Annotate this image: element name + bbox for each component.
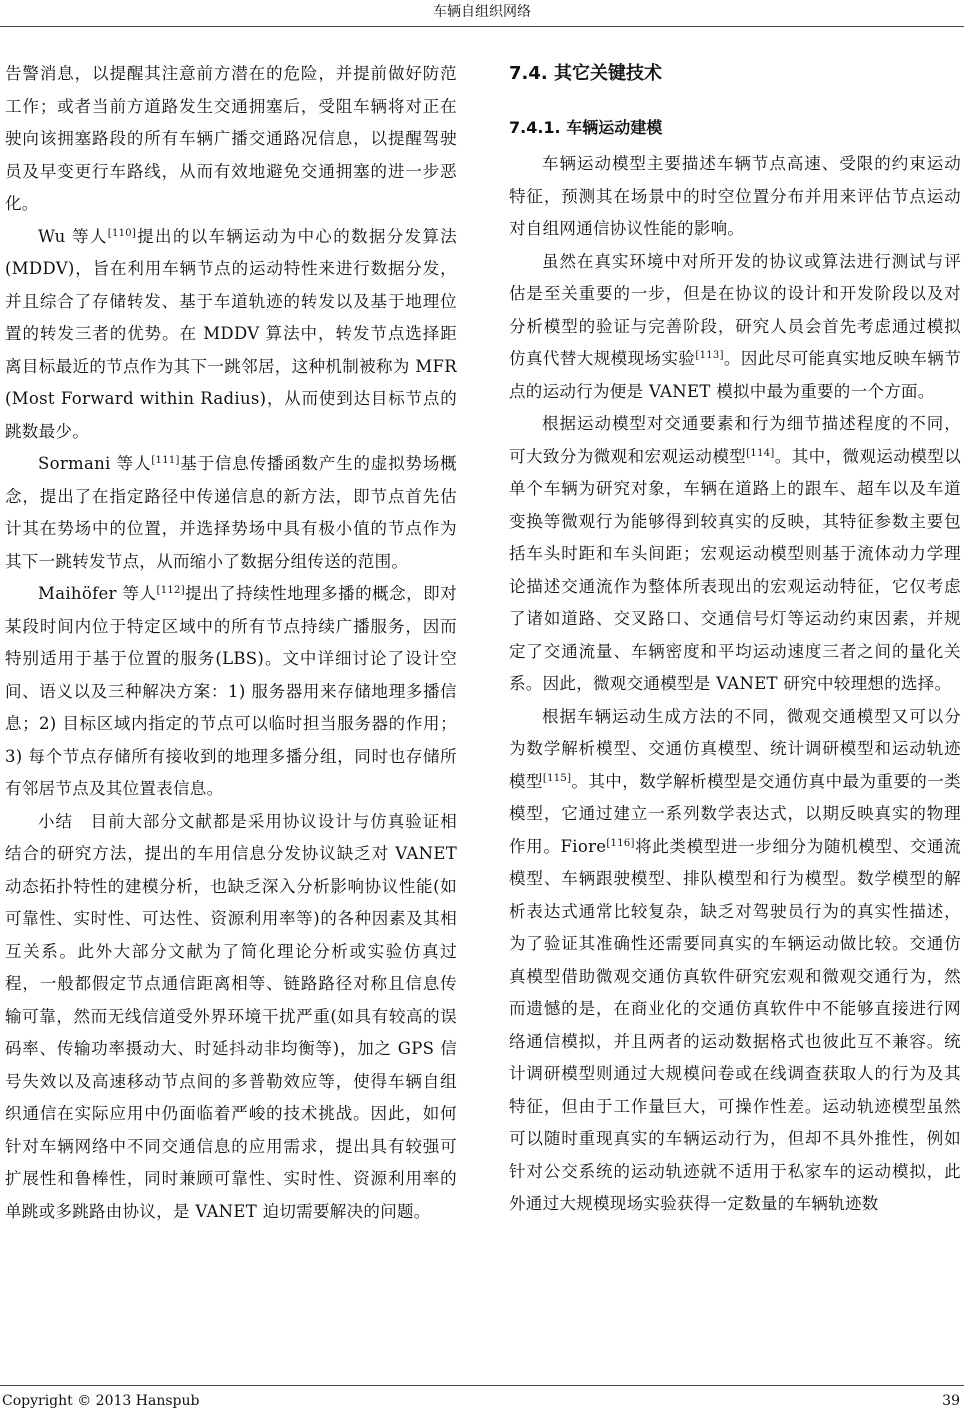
paragraph-simulation — [509, 246, 961, 409]
citation-ref: [115] — [542, 772, 572, 784]
paragraph-text: Sormani 等人 — [38, 454, 152, 473]
paragraph-continued: 告警消息，以提醒其注意前方潜在的危险，并提前做好防范工作；或者当前方道路发生交通拥塞后，受阻车辆将对正在驶向该拥塞路段的所有车辆广播交通路况信息，以提醒驾驶员及早变更行车路线，从而有效地避免交通拥塞的进一步恶化。 — [5, 64, 457, 213]
paragraph-text: 提出的以车辆运动为中心的数据分发算法(MDDV)，旨在利用车辆节点的运动特性来进行数据分发，并且综合了存储转发、基于车道轨迹的转发以及基于地理位置的转发三者的优势。在 MDDV 算法中，转发节点选择距离目标最近的节点作为其下一跳邻居，这种机制被称为 MFR (Most Forward within Radius)，从而使到达目标节点的跳数最少。 — [5, 226, 457, 441]
paragraph-text: 虽然在真实环境中对所开发的协议或算法进行测试与评估是至关重要的一步，但是在协议的设计和开发阶段以及对分析模型的验证与完善阶段，研究人员会首先考虑通过模拟仿真代替大规模现场实验 — [509, 251, 961, 368]
paragraph-text: 。其中，数学解析模型是交通仿真中最为重要的一类模型，它通过建立一系列数学表达式，以期反映真实的物理作用。Fiore — [509, 771, 961, 856]
paragraph-text: 将此类模型进一步细分为随机模型、交通流模型、车辆跟驶模型、排队模型和行为模型。数学模型的解析表达式通常比较复杂，缺乏对驾驶员行为的真实性描述，为了验证其准确性还需要同真实的车辆运动做比较。交通仿真模型借助微观交通仿真软件研究宏观和微观交通行为，然而遗憾的是，在商业化的交通仿真软件中不能够直接进行网络通信模拟，并且两者的运动数据格式也彼此互不兼容。统计调研模型则通过大规模问卷或在线调查获取人的行为及其特征，但由于工作量巨大，可操作性差。运动轨迹模型虽然可以随时重现真实的车辆运动行为，但却不具外推性，例如针对公交系统的运动轨迹就不适用于私家车的运动模拟，此外通过大规模现场实验获得一定数量的车辆轨迹数 — [509, 836, 961, 1213]
paragraph-text: 。其中，微观运动模型以单个车辆为研究对象，车辆在道路上的跟车、超车以及车道变换等微观行为能够得到较真实的反映，其特征参数主要包括车头时距和车头间距；宏观运动模型则基于流体动力学理论描述交通流作为整体所表现出的宏观运动特征，它仅考虑了诸如道路、交叉路口、交通信号灯等运动约束因素，并规定了交通流量、车辆密度和平均运动速度三者之间的量化关系。因此，微观交通模型是 VANET 研究中较理想的选择。 — [509, 446, 961, 693]
paragraph-text: Maihöfer 等人 — [38, 584, 157, 603]
paragraph-text: 提出了持续性地理多播的概念，即对某段时间内位于特定区域中的所有节点持续广播服务，因而特别适用于基于位置的服务(LBS)。文中详细讨论了设计空间、语义以及三种解决方案：1) 服务器用来存储地理多播信息；2) 目标区域内指定的节点可以临时担当服务器的作用；3) 每个节点存储所有接收到的地理多播分组，同时也存储所有邻居节点及其位置表信息。 — [5, 584, 457, 798]
paragraph-sormani — [5, 448, 457, 578]
header-divider — [0, 26, 964, 27]
paragraph-text: 。因此尽可能真实地反映车辆节点的运动行为便是 VANET 模拟中最为重要的一个方面。 — [509, 349, 961, 401]
citation-ref: [116] — [606, 837, 635, 849]
citation-ref: [111] — [151, 455, 180, 466]
subsection-heading: 7.4.1. 车辆运动建模 — [509, 118, 663, 137]
paragraph-micro-macro — [509, 408, 961, 701]
copyright-notice: Copyright © 2013 Hanspub — [2, 1393, 200, 1409]
footer-divider — [0, 1385, 964, 1386]
page-number: 39 — [942, 1393, 960, 1409]
section-heading: 7.4. 其它关键技术 — [509, 63, 662, 84]
left-column — [5, 58, 457, 1228]
running-header: 车辆自组织网络 — [433, 4, 531, 20]
paragraph-maihofer — [5, 578, 457, 806]
citation-ref: [113] — [695, 350, 724, 361]
paragraph-text: 根据车辆运动生成方法的不同，微观交通模型又可以分为数学解析模型、交通仿真模型、统计调研模型和运动轨迹模型 — [509, 706, 961, 791]
paragraph-summary: 小结 目前大部分文献都是采用协议设计与仿真验证相结合的研究方法，提出的车用信息分发协议缺乏对 VANET 动态拓扑特性的建模分析，也缺乏深入分析影响协议性能(如可靠性、实时性、可达性、资源利用率等)的各种因素及其相互关系。此外大部分文献为了简化理论分析或实验仿真过程，一般都假定节点通信距离相等、链路路径对称且信息传输可靠，然而无线信道受外界环境干扰严重(如具有较高的误码率、传输功率摄动大、时延抖动非均衡等)，加之 GPS 信号失效以及高速移动节点间的多普勒效应等，使得车辆自组织通信在实际应用中仍面临着严峻的技术挑战。因此，如何针对车辆网络中不同交通信息的应用需求，提出具有较强可扩展性和鲁棒性，同时兼顾可靠性、实时性、资源利用率的单跳或多跳路由协议，是 VANET 迫切需要解决的问题。 — [5, 811, 457, 1221]
right-column — [509, 58, 961, 1221]
paragraph-text: 基于信息传播函数产生的虚拟势场概念，提出了在指定路径中传递信息的新方法，即节点首先估计其在势场中的位置，并选择势场中具有极小值的节点作为其下一跳转发节点，从而缩小了数据分组传送的范围。 — [5, 454, 457, 571]
citation-ref: [110] — [107, 227, 137, 239]
paragraph-mddv — [5, 221, 457, 449]
citation-ref: [112] — [156, 585, 185, 596]
paragraph-text: Wu 等人 — [38, 226, 108, 246]
paragraph-motion-model: 车辆运动模型主要描述车辆节点高速、受限的约束运动特征，预测其在场景中的时空位置分布并用来评估节点运动对自组网通信协议性能的影响。 — [509, 154, 961, 238]
citation-ref: [114] — [746, 447, 775, 459]
paragraph-model-types — [509, 701, 961, 1221]
paragraph-text: 根据运动模型对交通要素和行为细节描述程度的不同，可大致分为微观和宏观运动模型 — [509, 414, 961, 466]
